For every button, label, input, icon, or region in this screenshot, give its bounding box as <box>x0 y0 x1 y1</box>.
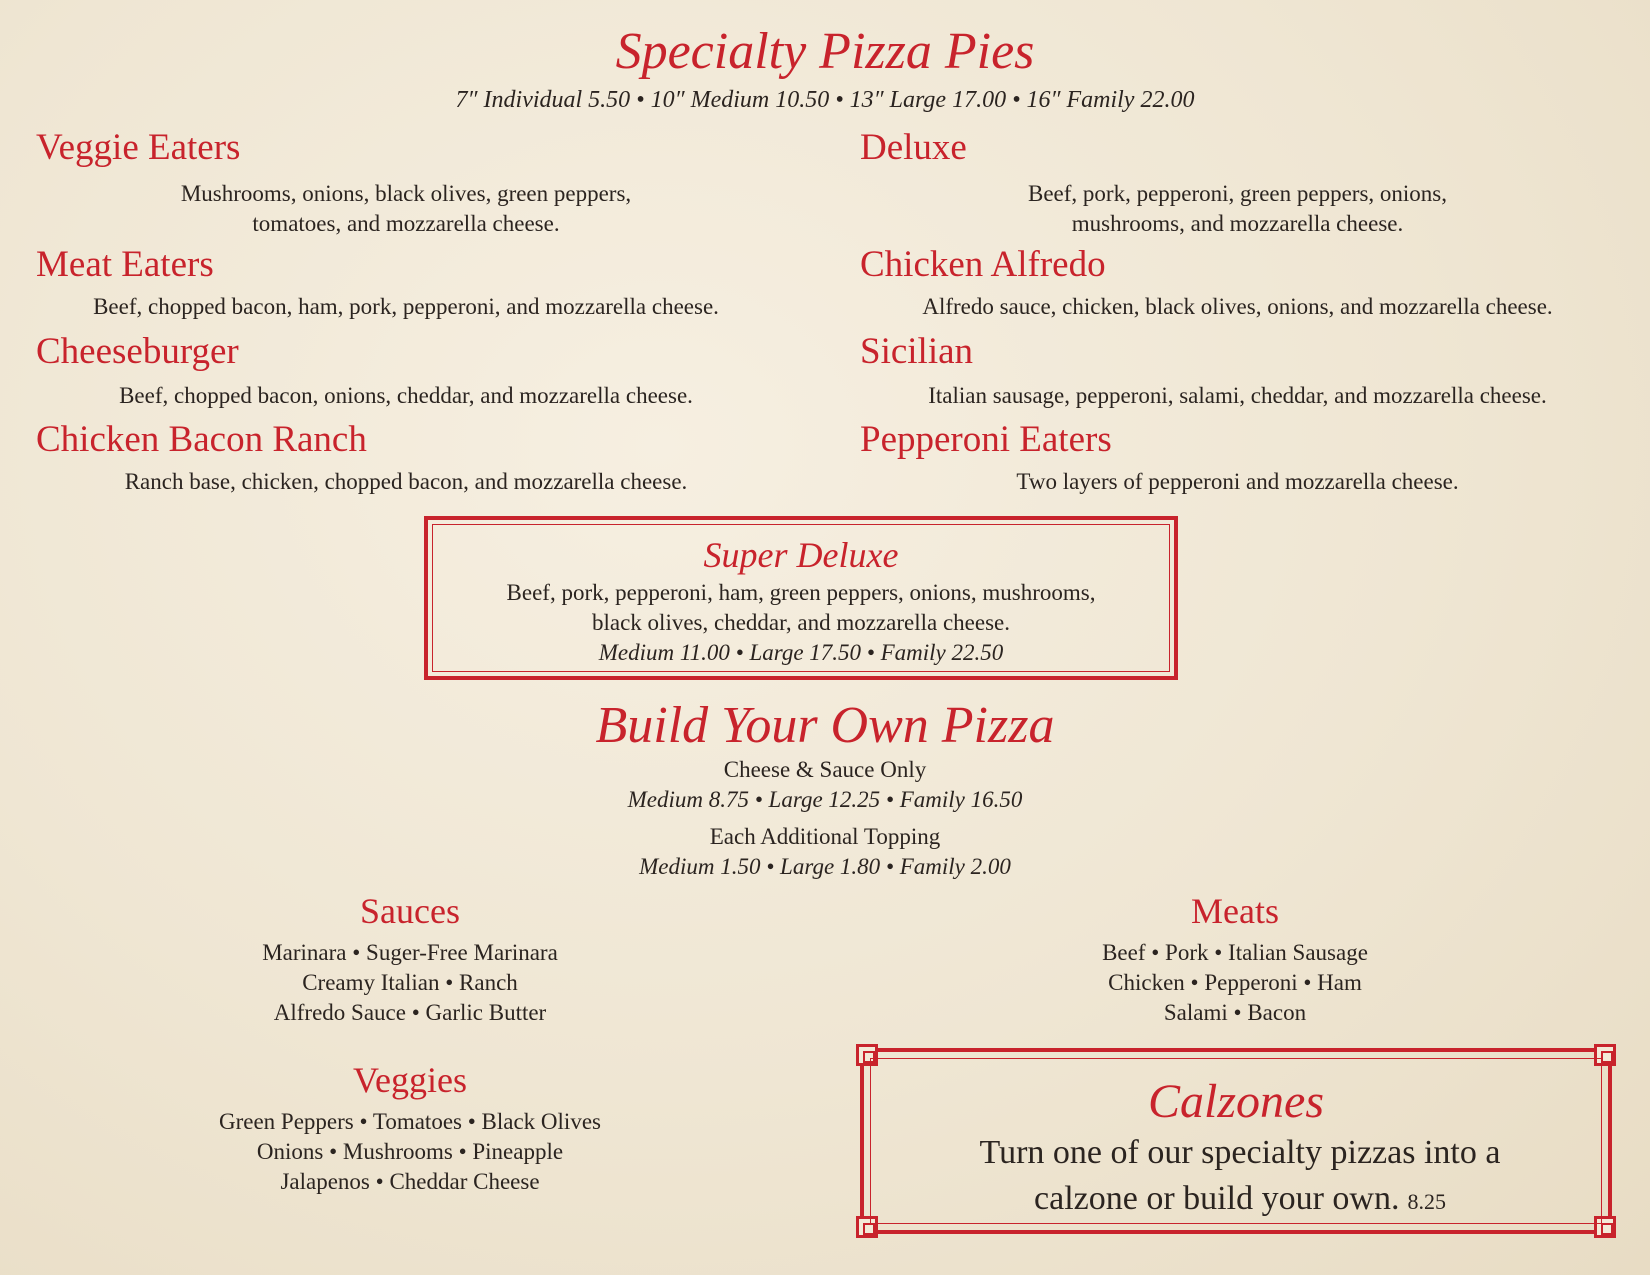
specialty-item <box>860 128 1615 239</box>
group-line: Salami • Bacon <box>1163 999 1307 1025</box>
corner-ornament <box>856 1216 878 1238</box>
super-deluxe-title: Super Deluxe <box>703 535 899 575</box>
item-name: Meat Eaters <box>36 244 214 285</box>
item-description <box>36 292 776 322</box>
topping-prices: Medium 1.50 • Large 1.80 • Family 2.00 <box>639 854 1011 879</box>
calzones-title: Calzones <box>1147 1075 1324 1128</box>
description-line: tomatoes, and mozzarella cheese. <box>252 210 560 236</box>
corner-ornament <box>1594 1044 1616 1066</box>
group-title: Veggies <box>353 1060 467 1100</box>
description-line: Alfredo sauce, chicken, black olives, onions, and mozzarella cheese. <box>922 293 1553 319</box>
item-description <box>36 179 776 239</box>
base-label: Cheese & Sauce Only <box>723 757 927 782</box>
group-title: Sauces <box>360 891 460 931</box>
group-line: Green Peppers • Tomatoes • Black Olives <box>219 1108 601 1134</box>
group-line: Chicken • Pepperoni • Ham <box>1108 969 1362 995</box>
description-line: mushrooms, and mozzarella cheese. <box>1071 210 1404 236</box>
description-line: Two layers of pepperoni and mozzarella cheese. <box>1016 468 1459 494</box>
corner-ornament <box>856 1044 878 1066</box>
build-your-own-title: Build Your Own Pizza <box>595 697 1055 754</box>
specialty-item <box>36 128 776 239</box>
description-text: calzone or build your own. <box>1034 1180 1400 1217</box>
item-description <box>36 381 776 411</box>
description-line <box>904 1176 1576 1225</box>
item-name: Cheeseburger <box>36 331 239 372</box>
group-line: Onions • Mushrooms • Pineapple <box>256 1138 564 1164</box>
description-line: Beef, chopped bacon, onions, cheddar, and mozzarella cheese. <box>119 382 693 408</box>
meats-group <box>985 892 1485 1028</box>
group-line: Alfredo Sauce • Garlic Butter <box>273 999 547 1025</box>
group-list <box>130 1107 690 1197</box>
description-line: Italian sausage, pepperoni, salami, cheddar, and mozzarella cheese. <box>928 382 1547 408</box>
veggies-group <box>130 1061 690 1197</box>
group-line: Marinara • Suger-Free Marinara <box>262 939 558 965</box>
specialty-item <box>36 332 776 411</box>
description-line: black olives, cheddar, and mozzarella cheese. <box>592 610 1010 635</box>
specialty-item <box>36 420 776 497</box>
base-prices: Medium 8.75 • Large 12.25 • Family 16.50 <box>627 787 1023 812</box>
size-prices: 7″ Individual 5.50 • 10″ Medium 10.50 • 13″ Large 17.00 • 16″ Family 22.00 <box>455 87 1195 113</box>
group-list <box>985 938 1485 1028</box>
specialty-item <box>860 332 1615 411</box>
item-description <box>36 467 776 497</box>
page-title: Specialty Pizza Pies <box>615 23 1035 80</box>
description-line: Beef, pork, pepperoni, ham, green peppers, onions, mushrooms, <box>506 580 1096 605</box>
group-line: Beef • Pork • Italian Sausage <box>1102 939 1368 965</box>
item-name: Chicken Alfredo <box>860 244 1106 285</box>
item-name: Chicken Bacon Ranch <box>36 419 367 460</box>
topping-label: Each Additional Topping <box>709 824 941 849</box>
description-line: Beef, chopped bacon, ham, pork, pepperoni, and mozzarella cheese. <box>93 293 719 319</box>
description-line: Ranch base, chicken, chopped bacon, and mozzarella cheese. <box>124 468 688 494</box>
item-description <box>860 467 1615 497</box>
specialty-item <box>860 245 1615 322</box>
calzones-box <box>860 1048 1612 1234</box>
item-description <box>860 179 1615 239</box>
item-name: Pepperoni Eaters <box>860 419 1112 460</box>
item-name: Sicilian <box>860 331 974 372</box>
group-line: Jalapenos • Cheddar Cheese <box>280 1168 540 1194</box>
sauces-group <box>160 892 660 1028</box>
super-deluxe-box <box>424 516 1178 680</box>
specialty-item <box>860 420 1615 497</box>
super-deluxe-description <box>428 578 1174 638</box>
group-title: Meats <box>1191 891 1279 931</box>
description-line: Beef, pork, pepperoni, green peppers, onions, <box>1028 180 1447 206</box>
description-line: Mushrooms, onions, black olives, green peppers, <box>180 180 632 206</box>
super-deluxe-prices: Medium 11.00 • Large 17.50 • Family 22.50 <box>598 640 1004 665</box>
description-line: Turn one of our specialty pizzas into a <box>979 1134 1501 1171</box>
item-description <box>860 292 1615 322</box>
group-list <box>160 938 660 1028</box>
group-line: Creamy Italian • Ranch <box>302 969 518 995</box>
item-name: Veggie Eaters <box>36 127 241 168</box>
corner-ornament <box>1594 1216 1616 1238</box>
calzones-description <box>904 1130 1576 1225</box>
item-name: Deluxe <box>860 127 967 168</box>
item-description <box>860 381 1615 411</box>
calzones-price: 8.25 <box>1407 1189 1446 1214</box>
specialty-item <box>36 245 776 322</box>
